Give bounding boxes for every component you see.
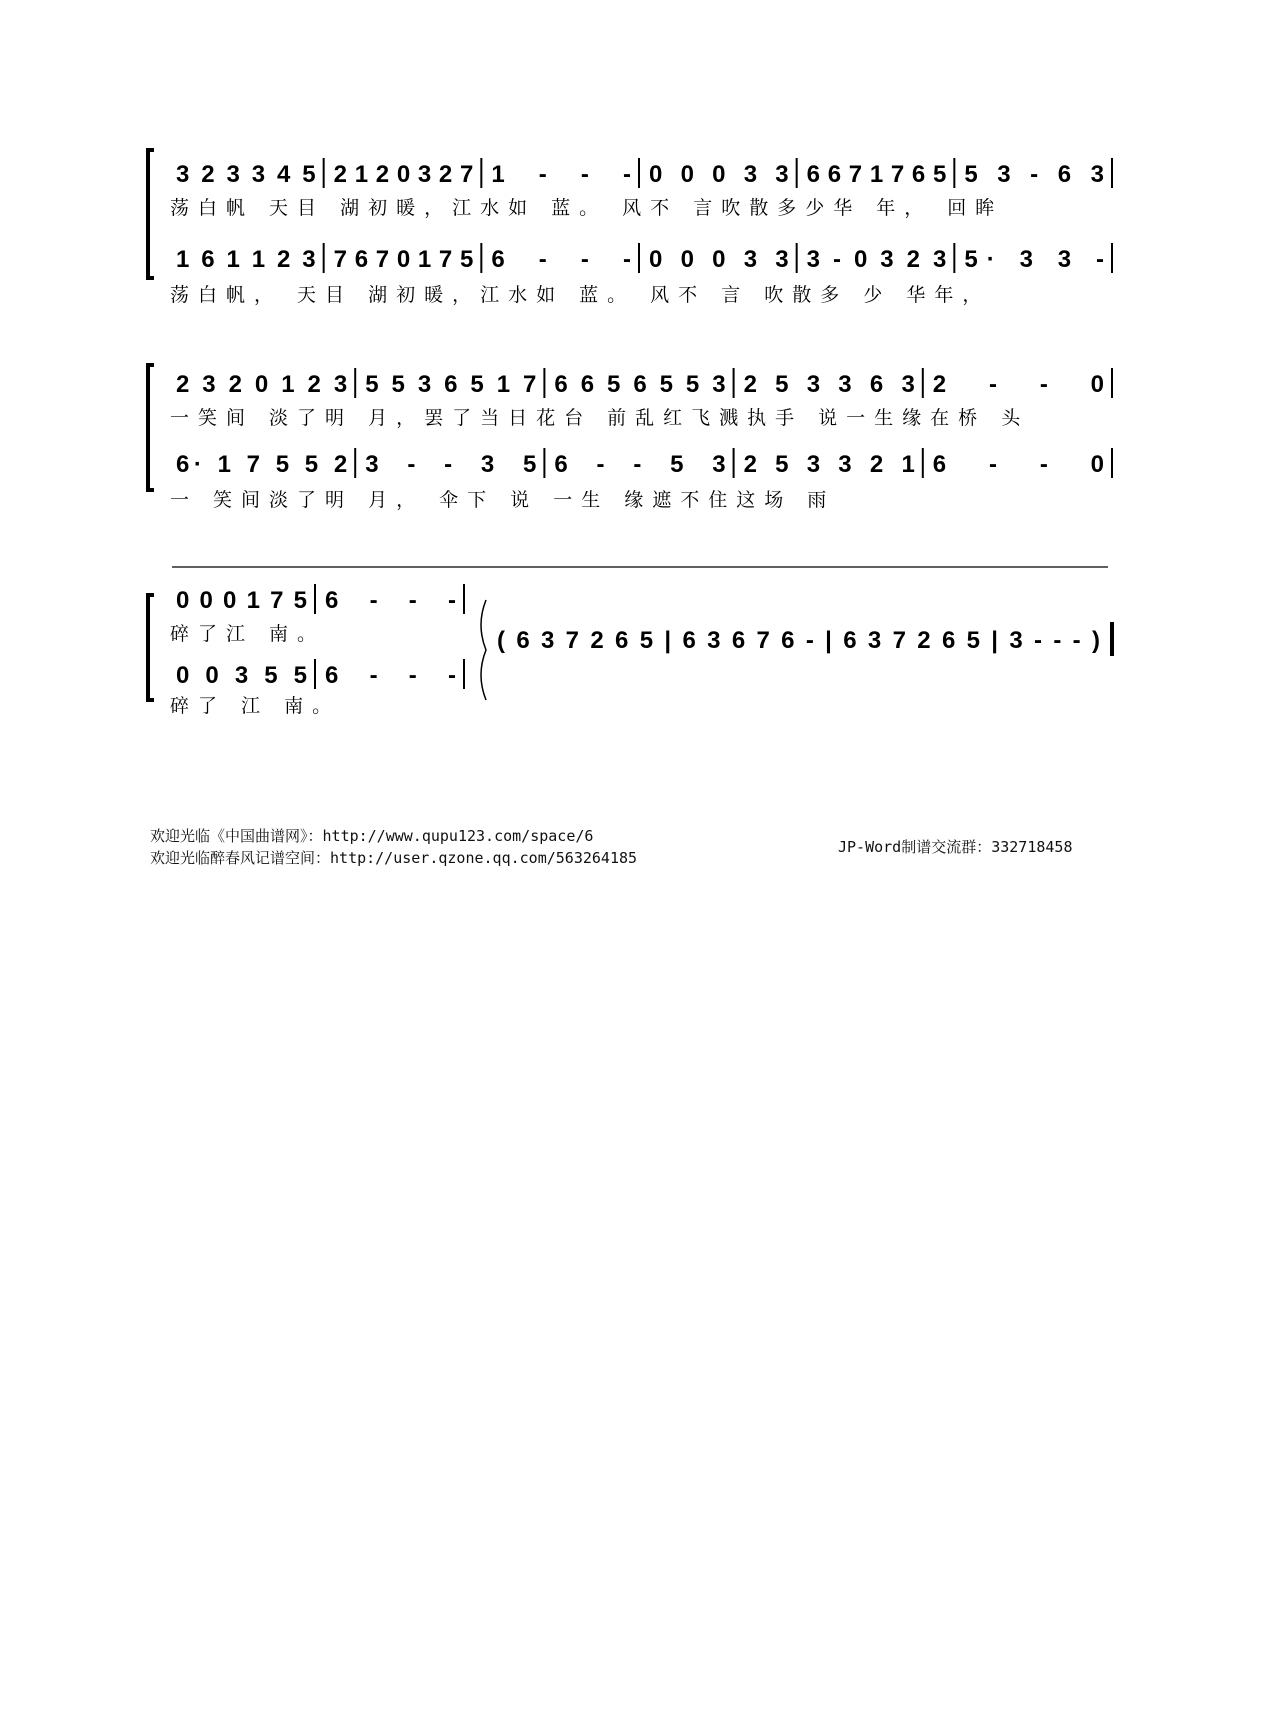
note-measure: 6 - - 0 <box>932 451 1104 478</box>
note-measure: 2 3 2 0 1 2 3 <box>176 371 348 398</box>
note-measure: 7 6 7 0 1 7 5 <box>333 246 474 273</box>
footer-links <box>150 825 637 869</box>
footer-group-info <box>838 836 1073 858</box>
lyric-line: 一 笑间淡了明 月， 伞下 说 一生 缘遮不住这场 雨 <box>170 489 836 511</box>
lyric-line: 荡白帆， 天目 湖初暖，江水如 蓝。 风不 言 吹散多 少 华年， <box>170 284 991 306</box>
note-measure: 2 - - 0 <box>932 371 1104 398</box>
note-measure: 2 5 3 3 6 3 <box>743 371 915 398</box>
note-measure: 6 - - - <box>325 587 456 614</box>
note-measure: 1 6 1 1 2 3 <box>176 246 316 273</box>
lyric-line: 一笑间 淡了明 月，罢了当日花台 前乱红飞溅执手 说一生缘在桥 头 <box>170 407 1030 429</box>
note-measure: 6 - - - <box>491 246 631 273</box>
footer-group-text: JP-Word制谱交流群：332718458 <box>838 838 1073 856</box>
note-measure: 3 2 3 3 4 5 <box>176 161 316 188</box>
note-measure: 6 - - - <box>325 662 456 689</box>
footer-space-link[interactable]: 欢迎光临醉春风记谱空间：http://user.qzone.qq.com/563264185 <box>150 849 638 867</box>
note-measure: 6 6 5 6 5 5 3 <box>554 371 726 398</box>
note-measure: 6 6 7 1 7 6 5 <box>806 161 947 188</box>
coda-phrase: ( 6 3 7 2 6 5 | 6 3 6 7 6 - | 6 3 7 2 6 5 | 3 - - - ) <box>497 627 1100 654</box>
note-measure: 2 5 3 3 2 1 <box>743 451 915 478</box>
system-bracket <box>148 365 154 490</box>
voice-brace <box>481 600 486 700</box>
lyric-line: 碎了 江 南。 <box>170 695 341 717</box>
system-bracket <box>148 150 154 278</box>
note-measure: 3 - - 3 5 <box>365 451 537 478</box>
lyric-line: 碎了江 南。 <box>170 623 326 645</box>
lyric-line: 荡白帆 天目 湖初暖，江水如 蓝。 风不 言吹散多少华 年， 回眸 <box>170 197 1004 219</box>
note-measure: 6· 1 7 5 5 2 <box>176 451 348 478</box>
note-measure: 2 1 2 0 3 2 7 <box>333 161 474 188</box>
system-bracket <box>148 595 154 700</box>
note-measure: 0 0 0 1 7 5 <box>176 587 307 614</box>
footer-site-link[interactable]: 欢迎光临《中国曲谱网》：http://www.qupu123.com/space/6 <box>150 827 594 845</box>
note-measure: 0 0 0 3 3 <box>649 246 789 273</box>
note-measure: 1 - - - <box>491 161 631 188</box>
note-measure: 6 - - 5 3 <box>554 451 726 478</box>
note-measure: 0 0 3 5 5 <box>176 662 307 689</box>
note-measure: 0 0 0 3 3 <box>649 161 789 188</box>
note-measure: 5 3 - 6 3 <box>964 161 1104 188</box>
note-measure: 5· 3 3 - <box>964 246 1104 273</box>
note-measure: 3 - 0 3 2 3 <box>806 246 947 273</box>
note-measure: 5 5 3 6 5 1 7 <box>365 371 537 398</box>
